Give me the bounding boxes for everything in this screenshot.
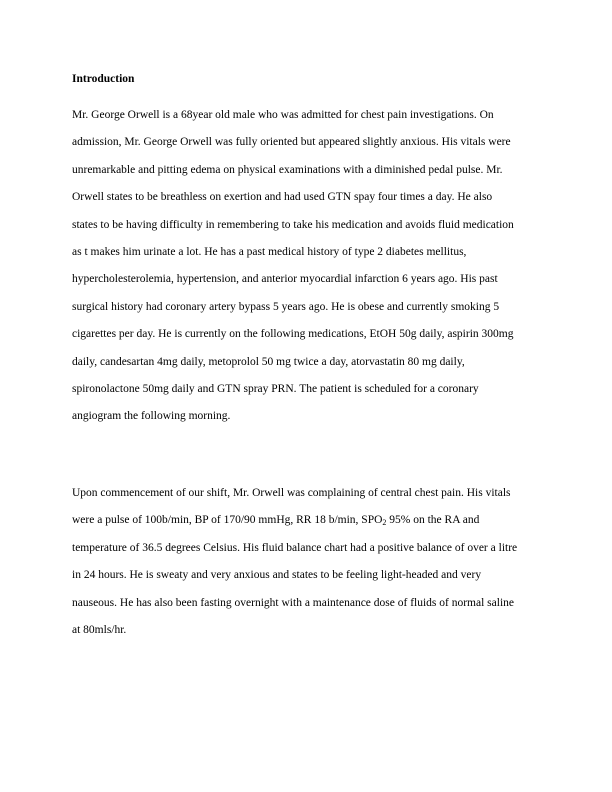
paragraph-line: surgical history had coronary artery bypass 5 years ago. He is obese and currently smoking 5 <box>72 300 500 313</box>
paragraph-line: states to be having difficulty in remembering to take his medication and avoids fluid medication <box>72 218 514 231</box>
spo2-subscript: 2 <box>382 518 387 528</box>
paragraph-shift-assessment <box>72 480 542 644</box>
paragraph-line: Upon commencement of our shift, Mr. Orwell was complaining of central chest pain. His vitals <box>72 487 511 499</box>
paragraph-line: spironolactone 50mg daily and GTN spray PRN. The patient is scheduled for a coronary <box>72 382 479 395</box>
paragraph-line: temperature of 36.5 degrees Celsius. His fluid balance chart had a positive balance of over a litre <box>72 541 518 554</box>
vitals-text: were a pulse of 100b/min, BP of 170/90 mmHg, RR 18 b/min, SPO <box>72 514 383 527</box>
paragraph-line: as t makes him urinate a lot. He has a past medical history of type 2 diabetes mellitus, <box>72 245 467 258</box>
section-heading: Introduction <box>72 73 135 85</box>
paragraph-line: hypercholesterolemia, hypertension, and anterior myocardial infarction 6 years ago. His past <box>72 273 498 286</box>
paragraph-line: Orwell states to be breathless on exertion and had used GTN spay four times a day. He also <box>72 191 493 204</box>
vitals-text-cont: 95% on the RA and <box>386 514 480 527</box>
paragraph-line: cigarettes per day. He is currently on the following medications, EtOH 50g daily, aspirin 300mg <box>72 328 514 341</box>
paragraph-line: at 80mls/hr. <box>72 623 127 636</box>
paragraph-line: nauseous. He has also been fasting overnight with a maintenance dose of fluids of normal saline <box>72 596 514 609</box>
paragraph-line: unremarkable and pitting edema on physical examinations with a diminished pedal pulse. Mr. <box>72 163 503 176</box>
paragraph-patient-history <box>72 102 542 431</box>
paragraph-line: admission, Mr. George Orwell was fully oriented but appeared slightly anxious. His vitals were <box>72 136 511 149</box>
paragraph-line-vitals <box>72 507 542 534</box>
paragraph-line: daily, candesartan 4mg daily, metoprolol 50 mg twice a day, atorvastatin 80 mg daily, <box>72 355 465 368</box>
paragraph-line: Mr. George Orwell is a 68year old male who was admitted for chest pain investigations. On <box>72 109 494 121</box>
paragraph-line: angiogram the following morning. <box>72 410 231 423</box>
paragraph-line: in 24 hours. He is sweaty and very anxious and states to be feeling light-headed and very <box>72 569 482 582</box>
